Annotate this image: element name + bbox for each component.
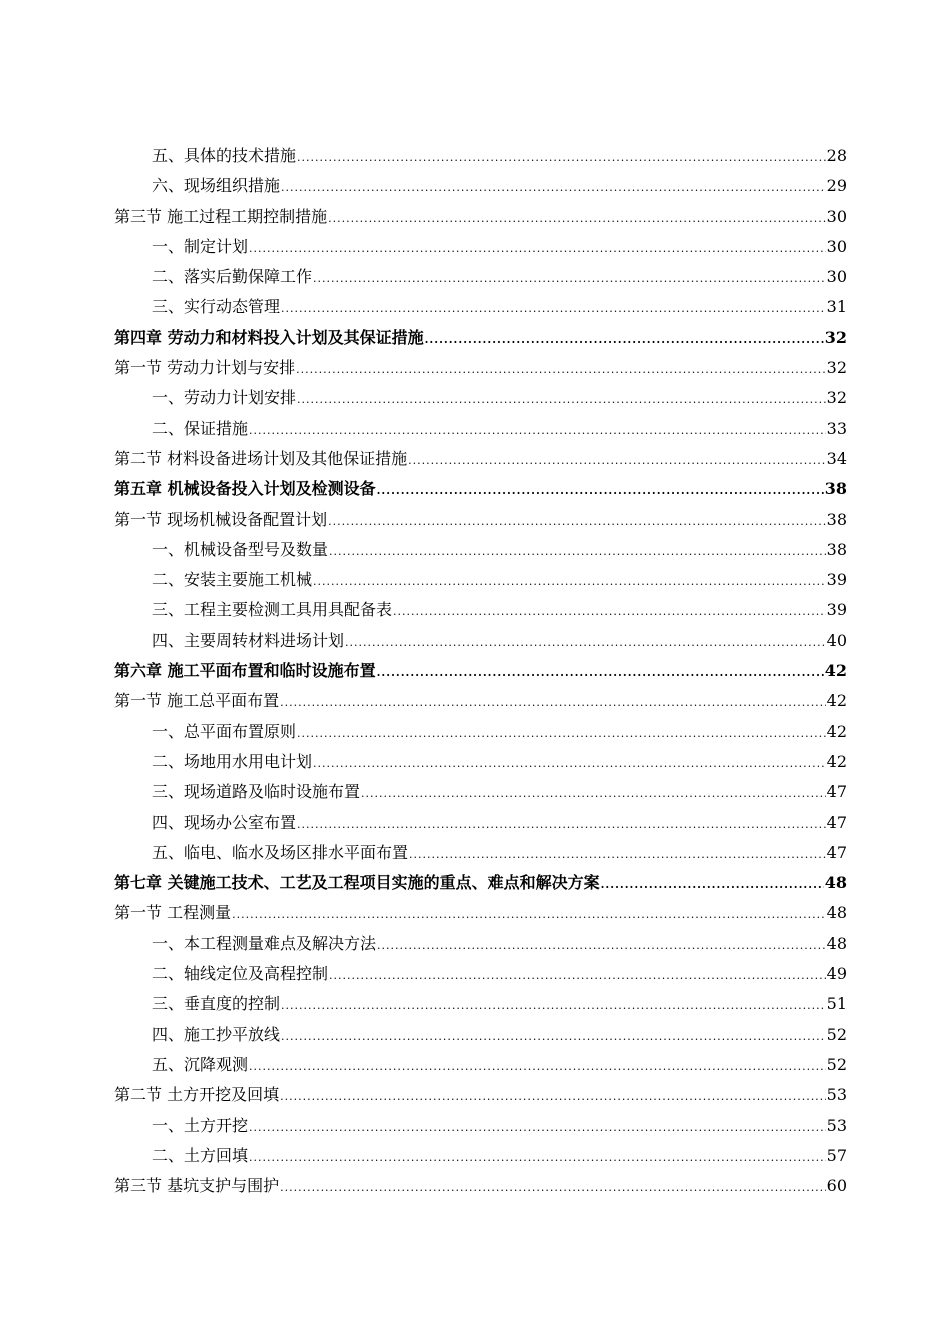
toc-entry-sub[interactable] xyxy=(114,777,847,807)
toc-entry-title: 三、工程主要检测工具用具配备表 xyxy=(152,600,393,620)
toc-page-number: 47 xyxy=(826,782,847,802)
toc-entry-title: 第一节 劳动力计划与安排 xyxy=(114,358,296,378)
toc-entry-title: 二、安装主要施工机械 xyxy=(152,570,313,590)
toc-entry-title: 第三节 基坑支护与围护 xyxy=(114,1176,280,1196)
toc-entry-title: 一、劳动力计划安排 xyxy=(152,388,297,408)
dot-leader xyxy=(281,1022,826,1050)
toc-entry-sub[interactable] xyxy=(114,232,847,262)
toc-entry-section[interactable] xyxy=(114,1080,847,1110)
toc-page-number: 39 xyxy=(826,600,847,620)
dot-leader xyxy=(249,1113,826,1141)
toc-entry-sub[interactable] xyxy=(114,414,847,444)
toc-entry-sub[interactable] xyxy=(114,626,847,656)
dot-leader xyxy=(296,355,826,383)
dot-leader xyxy=(297,143,826,171)
dot-leader xyxy=(281,294,826,322)
toc-entry-section[interactable] xyxy=(114,1171,847,1201)
dot-leader xyxy=(281,173,826,201)
toc-entry-sub[interactable] xyxy=(114,141,847,171)
toc-page-number: 33 xyxy=(826,418,847,438)
toc-entry-title: 三、垂直度的控制 xyxy=(152,994,281,1014)
toc-entry-sub[interactable] xyxy=(114,929,847,959)
toc-entry-title: 四、现场办公室布置 xyxy=(152,812,297,832)
dot-leader xyxy=(297,385,826,413)
toc-page-number: 52 xyxy=(826,1024,847,1044)
dot-leader xyxy=(297,719,826,747)
toc-page-number: 48 xyxy=(826,903,847,923)
toc-page-number: 28 xyxy=(826,146,847,165)
toc-entry-title: 一、本工程测量难点及解决方法 xyxy=(152,933,377,953)
dot-leader xyxy=(361,779,826,807)
toc-entry-title: 五、具体的技术措施 xyxy=(152,146,297,165)
dot-leader xyxy=(377,931,826,959)
toc-page-number: 38 xyxy=(826,509,847,529)
toc-entry-sub[interactable] xyxy=(114,262,847,292)
toc-entry-title: 第一节 现场机械设备配置计划 xyxy=(114,509,328,529)
toc-entry-sub[interactable] xyxy=(114,989,847,1019)
toc-page-number: 53 xyxy=(826,1085,847,1105)
toc-page-number: 30 xyxy=(826,267,847,287)
toc-entry-title: 一、制定计划 xyxy=(152,236,249,256)
toc-entry-sub[interactable] xyxy=(114,171,847,201)
toc-entry-sub[interactable] xyxy=(114,838,847,868)
toc-entry-sub[interactable] xyxy=(114,808,847,838)
toc-page-number: 42 xyxy=(826,751,847,771)
toc-entry-section[interactable] xyxy=(114,353,847,383)
dot-leader xyxy=(328,204,826,232)
toc-entry-title: 第二节 材料设备进场计划及其他保证措施 xyxy=(114,448,408,468)
toc-entry-title: 三、实行动态管理 xyxy=(152,297,281,317)
toc-entry-title: 第三节 施工过程工期控制措施 xyxy=(114,206,328,226)
dot-leader xyxy=(280,688,826,716)
toc-page-number: 29 xyxy=(826,176,847,196)
dot-leader xyxy=(313,749,826,777)
toc-page-number: 42 xyxy=(824,661,847,681)
toc-page-number: 47 xyxy=(826,842,847,862)
toc-entry-chapter[interactable] xyxy=(114,474,847,504)
toc-entry-sub[interactable] xyxy=(114,1020,847,1050)
toc-entry-title: 一、土方开挖 xyxy=(152,1115,249,1135)
dot-leader xyxy=(377,658,824,686)
dot-leader xyxy=(601,870,824,898)
toc-page-number: 34 xyxy=(826,448,847,468)
toc-page-number: 30 xyxy=(826,236,847,256)
dot-leader xyxy=(280,1082,826,1110)
toc-page-number: 48 xyxy=(824,873,847,893)
dot-leader xyxy=(313,567,826,595)
toc-entry-sub[interactable] xyxy=(114,1050,847,1080)
dot-leader xyxy=(232,900,826,928)
toc-page-number: 57 xyxy=(826,1145,847,1165)
toc-entry-sub[interactable] xyxy=(114,565,847,595)
toc-entry-section[interactable] xyxy=(114,505,847,535)
toc-entry-chapter[interactable] xyxy=(114,868,847,898)
toc-page-number: 52 xyxy=(826,1054,847,1074)
table-of-contents xyxy=(114,141,847,1201)
toc-entry-title: 二、轴线定位及高程控制 xyxy=(152,964,329,984)
toc-entry-title: 一、总平面布置原则 xyxy=(152,721,297,741)
toc-entry-title: 二、土方回填 xyxy=(152,1145,249,1165)
toc-entry-section[interactable] xyxy=(114,202,847,232)
toc-entry-sub[interactable] xyxy=(114,1141,847,1171)
dot-leader xyxy=(377,476,824,504)
toc-entry-sub[interactable] xyxy=(114,717,847,747)
toc-entry-title: 二、场地用水用电计划 xyxy=(152,751,313,771)
dot-leader xyxy=(425,325,824,353)
toc-entry-sub[interactable] xyxy=(114,535,847,565)
toc-entry-title: 二、保证措施 xyxy=(152,418,249,438)
toc-entry-title: 第七章 关键施工技术、工艺及工程项目实施的重点、难点和解决方案 xyxy=(114,873,600,893)
toc-entry-title: 四、施工抄平放线 xyxy=(152,1024,281,1044)
dot-leader xyxy=(329,537,826,565)
dot-leader xyxy=(408,446,826,474)
toc-entry-title: 一、机械设备型号及数量 xyxy=(152,539,329,559)
toc-entry-title: 第五章 机械设备投入计划及检测设备 xyxy=(114,479,376,499)
toc-entry-chapter[interactable] xyxy=(114,656,847,686)
dot-leader xyxy=(409,840,826,868)
toc-page-number: 39 xyxy=(826,570,847,590)
toc-entry-title: 第四章 劳动力和材料投入计划及其保证措施 xyxy=(114,327,424,347)
toc-page-number: 47 xyxy=(826,812,847,832)
toc-entry-title: 第一节 施工总平面布置 xyxy=(114,691,280,711)
toc-entry-sub[interactable] xyxy=(114,1111,847,1141)
toc-entry-title: 五、临电、临水及场区排水平面布置 xyxy=(152,842,409,862)
toc-page-number: 32 xyxy=(824,327,847,347)
dot-leader xyxy=(249,234,826,262)
toc-page-number: 42 xyxy=(826,691,847,711)
dot-leader xyxy=(328,507,826,535)
toc-entry-title: 第一节 工程测量 xyxy=(114,903,232,923)
dot-leader xyxy=(393,597,826,625)
dot-leader xyxy=(297,810,826,838)
toc-entry-title: 二、落实后勤保障工作 xyxy=(152,267,313,287)
dot-leader xyxy=(249,1143,826,1171)
toc-page-number: 53 xyxy=(826,1115,847,1135)
dot-leader xyxy=(249,416,826,444)
toc-page-number: 49 xyxy=(826,964,847,984)
dot-leader xyxy=(345,628,826,656)
toc-entry-title: 第二节 土方开挖及回填 xyxy=(114,1085,280,1105)
toc-page-number: 32 xyxy=(826,358,847,378)
toc-page-number: 32 xyxy=(826,388,847,408)
toc-entry-sub[interactable] xyxy=(114,747,847,777)
toc-page-number: 48 xyxy=(826,933,847,953)
toc-entry-title: 五、沉降观测 xyxy=(152,1054,249,1074)
dot-leader xyxy=(329,961,826,989)
toc-page-number: 42 xyxy=(826,721,847,741)
toc-entry-section[interactable] xyxy=(114,444,847,474)
toc-page-number: 38 xyxy=(824,479,847,499)
dot-leader xyxy=(313,264,826,292)
toc-entry-sub[interactable] xyxy=(114,383,847,413)
toc-entry-title: 第六章 施工平面布置和临时设施布置 xyxy=(114,661,376,681)
toc-entry-title: 四、主要周转材料进场计划 xyxy=(152,630,345,650)
toc-entry-sub[interactable] xyxy=(114,292,847,322)
dot-leader xyxy=(249,1052,826,1080)
toc-entry-title: 六、现场组织措施 xyxy=(152,176,281,196)
toc-entry-chapter[interactable] xyxy=(114,323,847,353)
toc-entry-title: 三、现场道路及临时设施布置 xyxy=(152,782,361,802)
toc-page-number: 38 xyxy=(826,539,847,559)
toc-page-number: 40 xyxy=(826,630,847,650)
toc-entry-section[interactable] xyxy=(114,898,847,928)
toc-page-number: 51 xyxy=(826,994,847,1014)
toc-entry-sub[interactable] xyxy=(114,959,847,989)
toc-entry-sub[interactable] xyxy=(114,595,847,625)
dot-leader xyxy=(281,991,826,1019)
toc-entry-section[interactable] xyxy=(114,686,847,716)
toc-page-number: 30 xyxy=(826,206,847,226)
toc-page-number: 60 xyxy=(826,1176,847,1196)
dot-leader xyxy=(280,1173,826,1201)
toc-page-number: 31 xyxy=(826,297,847,317)
